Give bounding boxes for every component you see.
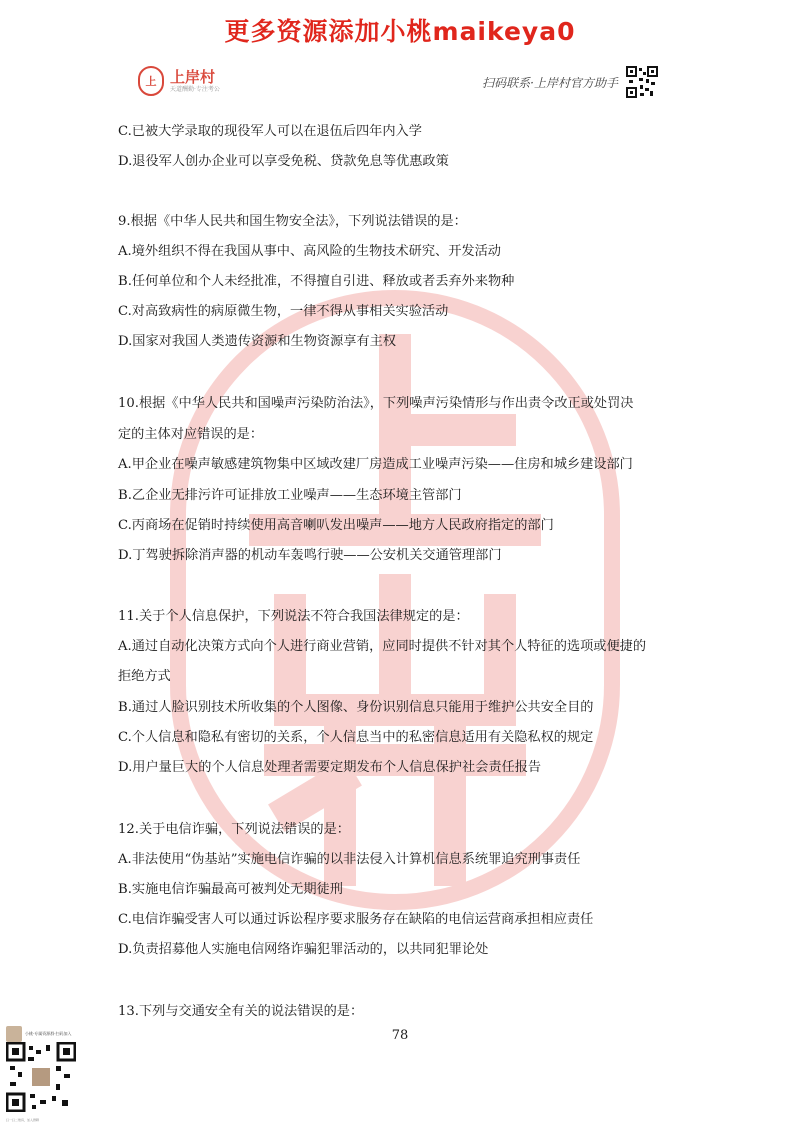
text-line: 定的主体对应错误的是： xyxy=(118,427,264,442)
page-header xyxy=(138,64,658,104)
text-line: D.国家对我国人类遗传资源和生物资源享有主权 xyxy=(118,334,397,349)
seal-icon: 上 xyxy=(138,66,164,96)
text-line: 拒绝方式 xyxy=(118,669,171,684)
text-line: D.丁驾驶拆除消声器的机动车轰鸣行驶——公安机关交通管理部门 xyxy=(118,548,502,563)
text-line: C.电信诈骗受害人可以通过诉讼程序要求服务存在缺陷的电信运营商承担相应责任 xyxy=(118,912,594,927)
group-qr-card xyxy=(6,1026,92,1122)
text-line: B.任何单位和个人未经批准，不得擅自引进、释放或者丢弃外来物种 xyxy=(118,274,515,289)
qr-card-title: 小桃·专属资源群·扫码加入 xyxy=(25,1031,72,1036)
logo-name: 上岸村 xyxy=(170,67,216,86)
text-line: B.乙企业无排污许可证排放工业噪声——生态环境主管部门 xyxy=(118,488,462,503)
header-contact-text: 扫码联系·上岸村官方助手 xyxy=(482,75,618,90)
qr-card-footer: 扫一扫二维码，加入群聊 xyxy=(6,1118,40,1122)
text-line: C.丙商场在促销时持续使用高音喇叭发出噪声——地方人民政府指定的部门 xyxy=(118,518,554,533)
group-qr-code-icon xyxy=(6,1042,76,1112)
page-number: 78 xyxy=(391,1028,409,1043)
brand-logo xyxy=(138,66,220,96)
avatar xyxy=(6,1026,22,1042)
text-line: D.负责招募他人实施电信网络诈骗犯罪活动的，以共同犯罪论处 xyxy=(118,942,489,957)
text-line: C.对高致病性的病原微生物，一律不得从事相关实验活动 xyxy=(118,304,449,319)
text-line: B.实施电信诈骗最高可被判处无期徒刑 xyxy=(118,882,343,897)
text-line: 10.根据《中华人民共和国噪声污染防治法》，下列噪声污染情形与作出责令改正或处罚决 xyxy=(118,396,634,411)
text-line: D.退役军人创办企业可以享受免税、贷款免息等优惠政策 xyxy=(118,154,449,169)
text-line: B.通过人脸识别技术所收集的个人图像、身份识别信息只能用于维护公共安全目的 xyxy=(118,700,594,715)
text-line: D.用户量巨大的个人信息处理者需要定期发布个人信息保护社会责任报告 xyxy=(118,760,542,775)
text-line: C.个人信息和隐私有密切的关系，个人信息当中的私密信息适用有关隐私权的规定 xyxy=(118,730,594,745)
promo-banner: 更多资源添加小桃maikeya0 xyxy=(224,17,576,46)
logo-slogan: 天道酬勤·专注考公 xyxy=(170,85,220,93)
watermark-seal-icon xyxy=(170,290,620,910)
text-line: C.已被大学录取的现役军人可以在退伍后四年内入学 xyxy=(118,124,422,139)
text-line: 12.关于电信诈骗，下列说法错误的是： xyxy=(118,822,350,837)
text-line: 9.根据《中华人民共和国生物安全法》，下列说法错误的是： xyxy=(118,214,467,229)
text-line: A.境外组织不得在我国从事中、高风险的生物技术研究、开发活动 xyxy=(118,244,501,259)
qr-code-icon xyxy=(626,66,658,98)
text-line: A.甲企业在噪声敏感建筑物集中区域改建厂房造成工业噪声污染——住房和城乡建设部门 xyxy=(118,457,633,472)
text-line: A.通过自动化决策方式向个人进行商业营销，应同时提供不针对其个人特征的选项或便捷的 xyxy=(118,639,647,654)
text-line: 13.下列与交通安全有关的说法错误的是： xyxy=(118,1004,364,1019)
text-line: A.非法使用“伪基站”实施电信诈骗的以非法侵入计算机信息系统罪追究刑事责任 xyxy=(118,852,581,867)
text-line: 11.关于个人信息保护，下列说法不符合我国法律规定的是： xyxy=(118,609,469,624)
